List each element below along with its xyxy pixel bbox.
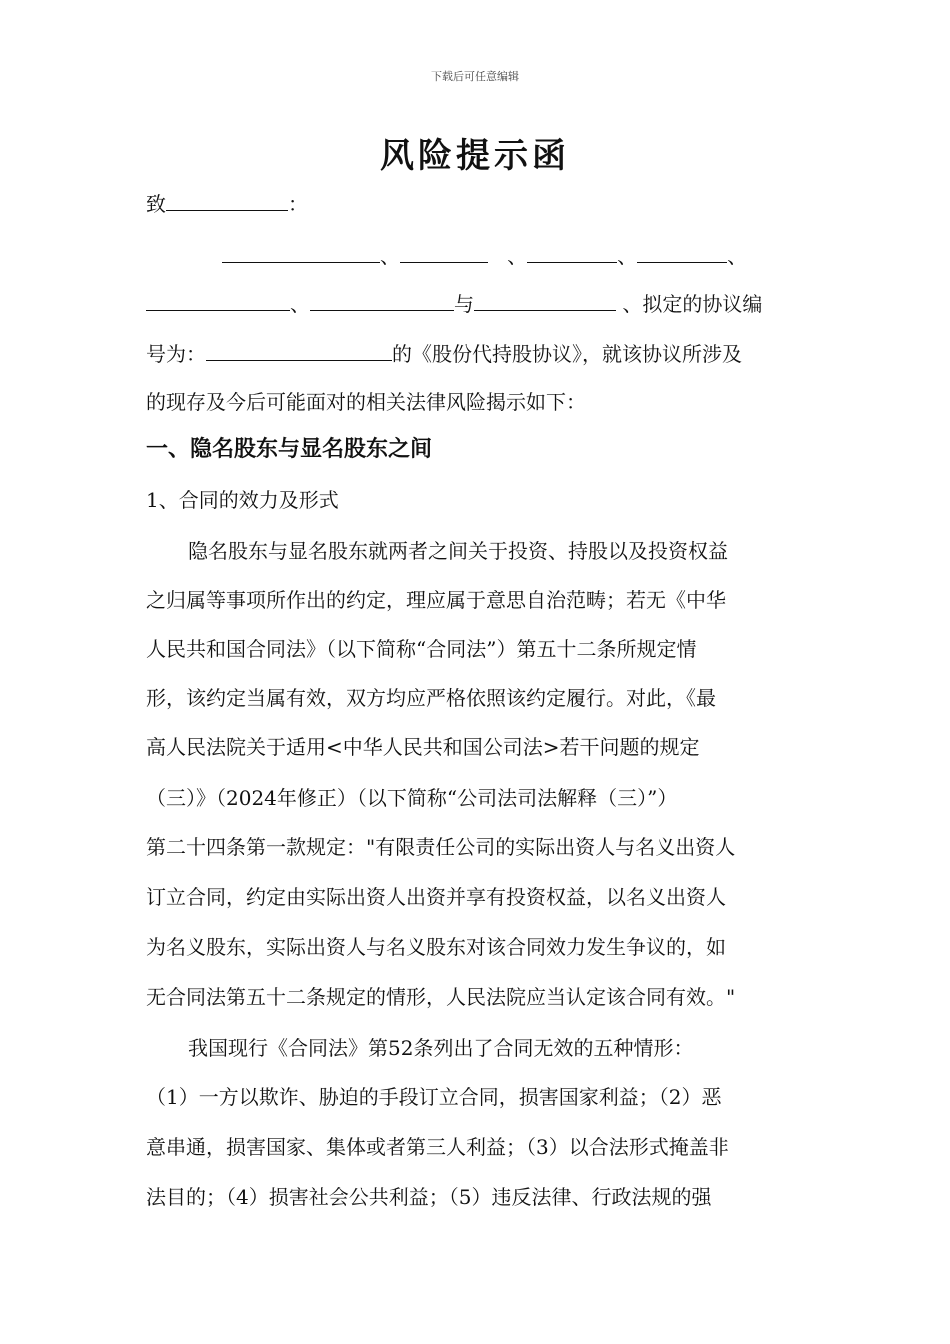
paragraph-line: 形，该约定当属有效，双方均应严格依照该约定履行。对此，《最 — [146, 686, 716, 710]
party-blank-7[interactable] — [474, 288, 616, 311]
party-blank-4[interactable] — [637, 240, 727, 263]
party-with: 与 — [454, 292, 474, 316]
paragraph-line: 第二十四条第一款规定："有限责任公司的实际出资人与名义出资人 — [146, 835, 736, 859]
number-label: 号为： — [146, 342, 206, 366]
paragraph-line: 隐名股东与显名股东就两者之间关于投资、持股以及投资权益 — [188, 539, 728, 563]
parties-line-2 — [146, 288, 762, 318]
paragraph-line: 无合同法第五十二条规定的情形，人民法院应当认定该合同有效。" — [146, 985, 736, 1009]
paragraph-line: 高人民法院关于适用<中华人民共和国公司法>若干问题的规定 — [146, 735, 700, 759]
party-blank-3[interactable] — [527, 240, 617, 263]
party-blank-1[interactable] — [222, 240, 380, 263]
header-note: 下载后可任意编辑 — [431, 70, 519, 83]
paragraph-line: 法目的；（4）损害社会公共利益；（5）违反法律、行政法规的强 — [146, 1185, 712, 1209]
agreement-number-line — [146, 338, 742, 368]
party-sep-1: 、 — [380, 244, 400, 268]
party-blank-2[interactable] — [400, 240, 488, 263]
paragraph-line: （三）》（2024年修正）（以下简称“公司法司法解释（三）”） — [146, 786, 678, 810]
paragraph-line: 为名义股东，实际出资人与名义股东对该合同效力发生争议的，如 — [146, 935, 726, 959]
paragraph-line: 之归属等事项所作出的约定，理应属于意思自治范畴；若无《中华 — [146, 588, 726, 612]
salutation-line — [146, 188, 308, 218]
salutation-prefix: 致 — [146, 192, 166, 216]
paragraph-line: 订立合同，约定由实际出资人出资并享有投资权益，以名义出资人 — [146, 885, 726, 909]
party-sep-2: 、 — [507, 244, 528, 268]
recipient-blank[interactable] — [166, 188, 288, 211]
party-sep-5: 、 — [290, 292, 310, 316]
agreement-name: 的《股份代持股协议》，就该协议所涉及 — [392, 342, 742, 366]
intro-end-line: 的现存及今后可能面对的相关法律风险揭示如下： — [146, 390, 586, 414]
agreement-no-label: 、拟定的协议编 — [622, 292, 763, 316]
parties-line-1 — [222, 240, 747, 270]
party-sep-3: 、 — [617, 244, 638, 268]
page-title: 风险提示函 — [380, 136, 570, 176]
agreement-number-blank[interactable] — [206, 338, 392, 361]
paragraph-line: 人民共和国合同法》（以下简称“合同法”）第五十二条所规定情 — [146, 637, 697, 661]
party-blank-5[interactable] — [146, 288, 290, 311]
paragraph-line: 意串通，损害国家、集体或者第三人利益；（3）以合法形式掩盖非 — [146, 1135, 729, 1159]
paragraph-line: （1）一方以欺诈、胁迫的手段订立合同，损害国家利益；（2）恶 — [146, 1085, 722, 1109]
party-blank-6[interactable] — [310, 288, 454, 311]
party-sep-4: 、 — [727, 244, 748, 268]
paragraph-line: 我国现行《合同法》第52条列出了合同无效的五种情形： — [188, 1036, 694, 1060]
subsection-heading: 1、合同的效力及形式 — [146, 488, 339, 512]
salutation-suffix: ： — [288, 192, 308, 216]
section-heading: 一、隐名股东与显名股东之间 — [146, 437, 433, 462]
